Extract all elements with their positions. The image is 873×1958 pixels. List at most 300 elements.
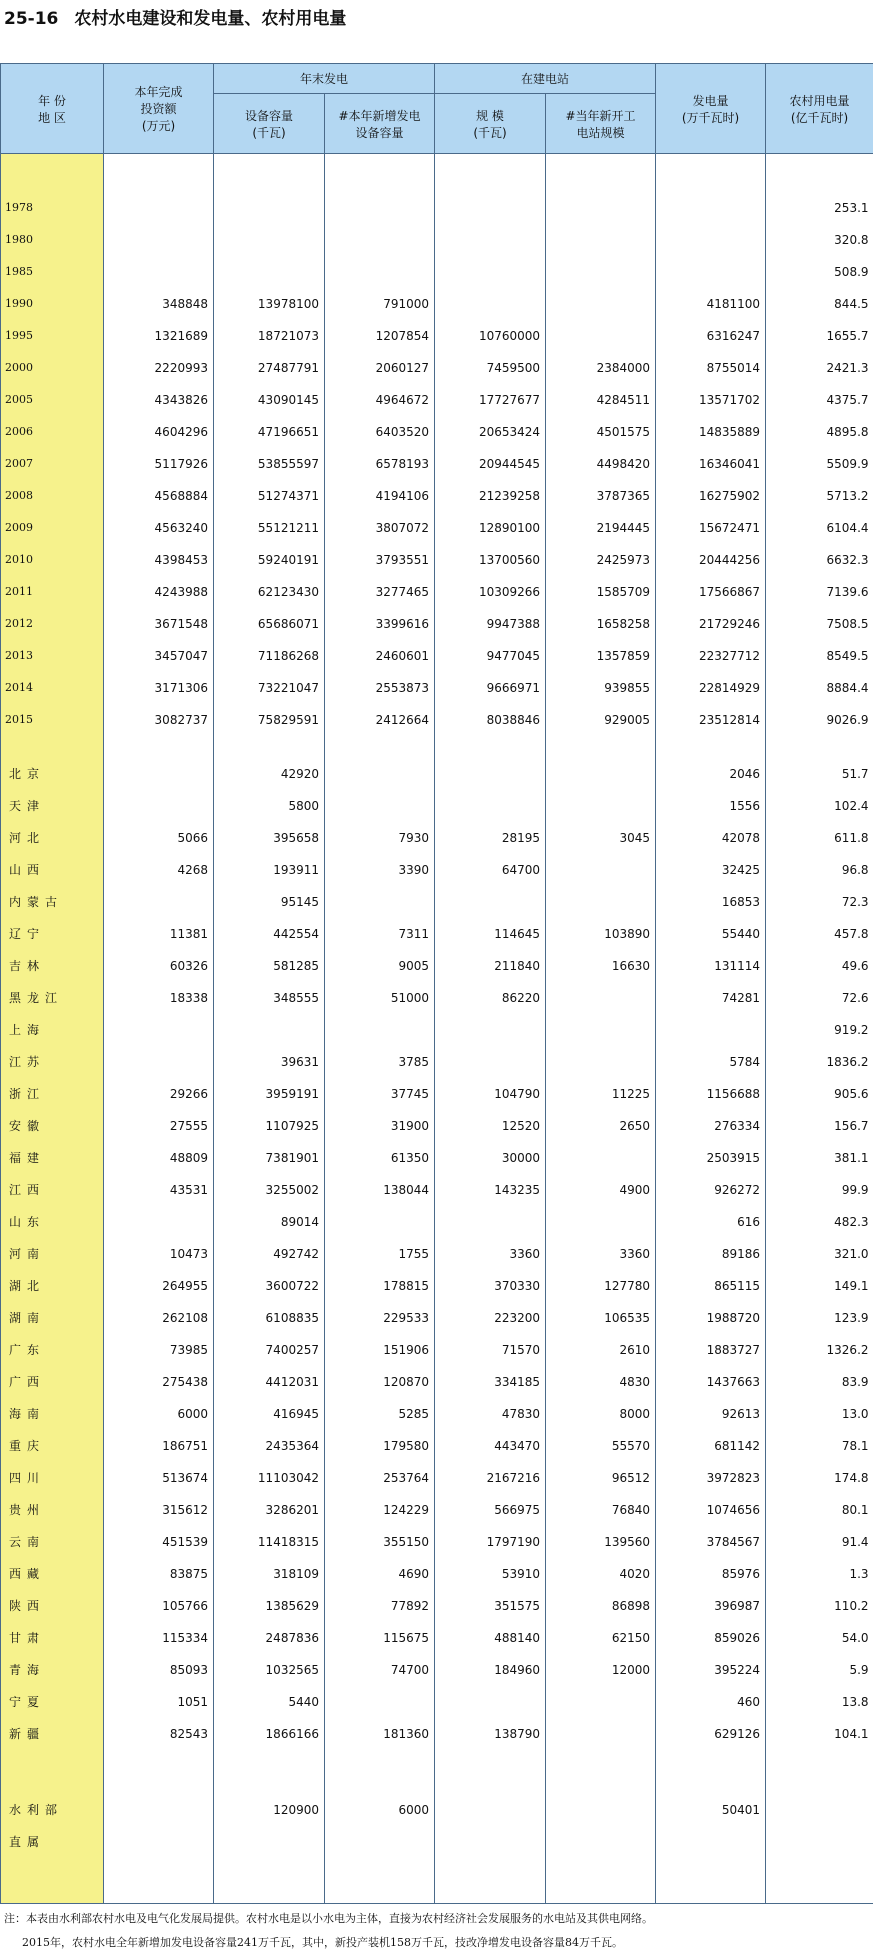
table-cell: 82543 [104,1718,214,1750]
table-cell: 8000 [546,1398,656,1430]
region-row [1,950,873,982]
table-cell [325,1686,435,1718]
table-cell: 96.8 [841,863,869,877]
table-cell: 12000 [546,1654,656,1686]
year-row [1,448,873,480]
table-cell: 95145 [214,886,325,918]
table-cell: 74700 [325,1654,435,1686]
table-cell: 65686071 [214,608,325,640]
table-cell: 1385629 [214,1590,325,1622]
table-cell: 844.5 [834,297,869,311]
table-cell: 50401 [656,1794,766,1826]
table-cell [546,1718,656,1750]
table-cell: 3959191 [214,1078,325,1110]
table-cell: 80.1 [841,1503,869,1517]
row-label: 2009 [1,512,104,544]
table-cell: 3360 [546,1238,656,1270]
table-cell: 27555 [104,1110,214,1142]
row-label: 2015 [1,704,104,736]
table-cell [214,1014,325,1046]
table-cell: 1866166 [214,1718,325,1750]
table-cell [325,790,435,822]
region-row [1,1398,873,1430]
region-row [1,1558,873,1590]
row-label: 1990 [1,288,104,320]
table-cell: 39631 [214,1046,325,1078]
region-row [1,1142,873,1174]
row-label: 江西 [1,1174,104,1206]
table-cell: 229533 [325,1302,435,1334]
table-cell: 3045 [546,822,656,854]
table-cell [104,1206,214,1238]
table-cell: 2425973 [546,544,656,576]
table-cell: 276334 [656,1110,766,1142]
table-cell [546,224,656,256]
table-cell: 105766 [104,1590,214,1622]
year-row [1,512,873,544]
table-cell: 681142 [656,1430,766,1462]
table-cell: 1107925 [214,1110,325,1142]
table-cell: 156.7 [834,1119,869,1133]
table-cell: 13571702 [656,384,766,416]
table-cell: 2421.3 [826,361,869,375]
table-cell [104,1014,214,1046]
table-cell: 96512 [546,1462,656,1494]
table-cell: 442554 [214,918,325,950]
table-cell: 85093 [104,1654,214,1686]
table-cell [435,192,546,224]
table-cell: 64700 [435,854,546,886]
table-cell: 193911 [214,854,325,886]
table-cell: 919.2 [834,1023,869,1037]
table-cell: 179580 [325,1430,435,1462]
table-cell: 149.1 [834,1279,869,1293]
table-cell: 16630 [546,950,656,982]
table-cell [325,1206,435,1238]
table-cell: 83875 [104,1558,214,1590]
region-row [1,822,873,854]
row-label: 2007 [1,448,104,480]
table-cell: 2384000 [546,352,656,384]
table-cell: 31900 [325,1110,435,1142]
table-cell: 3784567 [656,1526,766,1558]
table-cell: 1321689 [104,320,214,352]
table-cell: 320.8 [834,233,869,247]
table-cell: 83.9 [841,1375,869,1389]
table-cell [435,790,546,822]
table-cell: 11103042 [214,1462,325,1494]
row-label: 甘肃 [1,1622,104,1654]
table-cell: 18338 [104,982,214,1014]
table-cell: 60326 [104,950,214,982]
table-cell: 4900 [546,1174,656,1206]
table-cell: 77892 [325,1590,435,1622]
table-cell: 1357859 [546,640,656,672]
year-row [1,672,873,704]
table-cell: 13978100 [214,288,325,320]
table-cell: 611.8 [834,831,869,845]
table-cell: 6104.4 [826,521,869,535]
table-cell: 905.6 [834,1087,869,1101]
row-label: 陕西 [1,1590,104,1622]
table-cell [435,1206,546,1238]
table-cell: 23512814 [656,704,766,736]
table-cell: 2194445 [546,512,656,544]
row-label: 2006 [1,416,104,448]
table-cell [435,1014,546,1046]
table-cell: 20444256 [656,544,766,576]
table-cell: 47196651 [214,416,325,448]
table-cell: 29266 [104,1078,214,1110]
table-cell: 3793551 [325,544,435,576]
table-cell: 55121211 [214,512,325,544]
table-cell [325,256,435,288]
row-label: 西藏 [1,1558,104,1590]
table-cell: 54.0 [841,1631,869,1645]
year-row [1,288,873,320]
row-label: 1995 [1,320,104,352]
table-cell [546,192,656,224]
table-cell: 1556 [656,790,766,822]
table-cell: 131114 [656,950,766,982]
table-cell: 6316247 [656,320,766,352]
table-cell [546,320,656,352]
region-row [1,1462,873,1494]
table-cell: 51274371 [214,480,325,512]
table-cell: 12520 [435,1110,546,1142]
row-label: 海南 [1,1398,104,1430]
table-cell [325,224,435,256]
table-cell: 1032565 [214,1654,325,1686]
table-cell: 55440 [656,918,766,950]
table-cell [435,886,546,918]
table-cell [214,224,325,256]
table-cell: 859026 [656,1622,766,1654]
table-cell: 78.1 [841,1439,869,1453]
table-cell: 5285 [325,1398,435,1430]
table-cell: 1326.2 [826,1343,869,1357]
year-row [1,352,873,384]
table-cell: 791000 [325,288,435,320]
row-label: 福建 [1,1142,104,1174]
table-cell: 381.1 [834,1151,869,1165]
table-cell: 62150 [546,1622,656,1654]
table-cell: 184960 [435,1654,546,1686]
table-cell: 86220 [435,982,546,1014]
table-cell: 3600722 [214,1270,325,1302]
year-row [1,320,873,352]
table-cell: 482.3 [834,1215,869,1229]
table-cell: 1836.2 [826,1055,869,1069]
row-label: 1978 [1,192,104,224]
table-cell: 138790 [435,1718,546,1750]
year-row [1,704,873,736]
table-cell: 264955 [104,1270,214,1302]
table-cell: 3255002 [214,1174,325,1206]
table-cell: 151906 [325,1334,435,1366]
table-cell: 1883727 [656,1334,766,1366]
header-generation: 发电量 (万千瓦时) [656,64,766,154]
table-cell: 4398453 [104,544,214,576]
table-cell: 9477045 [435,640,546,672]
row-label: 吉林 [1,950,104,982]
table-cell [546,1826,656,1858]
table-cell [104,256,214,288]
table-cell: 348848 [104,288,214,320]
table-cell: 566975 [435,1494,546,1526]
table-cell: 4284511 [546,384,656,416]
table-cell: 6108835 [214,1302,325,1334]
table-cell [325,886,435,918]
table-cell: 61350 [325,1142,435,1174]
region-row [1,1590,873,1622]
header-construction-group: 在建电站 [435,64,656,94]
region-row [1,982,873,1014]
table-cell: 12890100 [435,512,546,544]
table-cell: 72.3 [841,895,869,909]
table-cell: 14835889 [656,416,766,448]
table-cell: 49.6 [841,959,869,973]
row-label: 山西 [1,854,104,886]
table-cell: 4343826 [104,384,214,416]
table-cell: 4020 [546,1558,656,1590]
table-cell: 59240191 [214,544,325,576]
table-cell: 127780 [546,1270,656,1302]
region-row [1,1430,873,1462]
year-row [1,192,873,224]
table-cell: 616 [656,1206,766,1238]
table-cell [325,758,435,790]
table-cell: 2503915 [656,1142,766,1174]
table-cell: 321.0 [834,1247,869,1261]
table-cell: 4498420 [546,448,656,480]
table-cell [104,192,214,224]
header-capacity: 设备容量 (千瓦) [214,94,325,154]
table-cell: 5784 [656,1046,766,1078]
table-cell: 7459500 [435,352,546,384]
table-cell: 55570 [546,1430,656,1462]
table-cell [656,1826,766,1858]
table-cell: 37745 [325,1078,435,1110]
table-cell [546,256,656,288]
table-cell: 71570 [435,1334,546,1366]
table-cell: 3457047 [104,640,214,672]
table-cell: 186751 [104,1430,214,1462]
table-cell [546,1206,656,1238]
row-label: 黑龙江 [1,982,104,1014]
table-cell: 106535 [546,1302,656,1334]
table-cell: 7311 [325,918,435,950]
table-cell: 1074656 [656,1494,766,1526]
region-row [1,1494,873,1526]
table-cell: 513674 [104,1462,214,1494]
year-row [1,576,873,608]
table-cell: 13.0 [841,1407,869,1421]
row-label: 湖北 [1,1270,104,1302]
table-cell: 457.8 [834,927,869,941]
row-label: 新疆 [1,1718,104,1750]
table-cell [435,224,546,256]
table-cell: 1.3 [849,1567,869,1581]
table-cell [435,1686,546,1718]
table-cell: 3082737 [104,704,214,736]
table-cell: 99.9 [841,1183,869,1197]
table-cell: 395224 [656,1654,766,1686]
table-cell: 5.9 [849,1663,869,1677]
region-row [1,1014,873,1046]
table-cell: 416945 [214,1398,325,1430]
table-cell: 9666971 [435,672,546,704]
spacer-row [1,154,873,193]
table-cell: 174.8 [834,1471,869,1485]
table-cell: 114645 [435,918,546,950]
table-cell: 3399616 [325,608,435,640]
table-cell: 4243988 [104,576,214,608]
table-cell [435,288,546,320]
table-cell: 3277465 [325,576,435,608]
table-cell: 4375.7 [826,393,869,407]
table-cell [546,1686,656,1718]
row-label: 江苏 [1,1046,104,1078]
table-cell: 89014 [214,1206,325,1238]
table-cell: 11418315 [214,1526,325,1558]
table-cell: 103890 [546,918,656,950]
table-cell: 16346041 [656,448,766,480]
row-label: 天津 [1,790,104,822]
table-cell: 581285 [214,950,325,982]
table-cell: 253.1 [834,201,869,215]
table-cell [325,1014,435,1046]
table-cell: 2460601 [325,640,435,672]
table-cell: 4895.8 [826,425,869,439]
row-label: 北京 [1,758,104,790]
table-cell: 42078 [656,822,766,854]
region-row [1,1334,873,1366]
table-cell: 4690 [325,1558,435,1590]
table-cell: 102.4 [834,799,869,813]
table-cell: 47830 [435,1398,546,1430]
region-row [1,1654,873,1686]
table-cell [546,1014,656,1046]
table-cell: 396987 [656,1590,766,1622]
table-cell [546,790,656,822]
table-cell: 926272 [656,1174,766,1206]
table-cell: 9947388 [435,608,546,640]
table-cell: 6000 [325,1794,435,1826]
table-cell: 6403520 [325,416,435,448]
row-label: 上海 [1,1014,104,1046]
row-label: 1985 [1,256,104,288]
table-cell [435,1794,546,1826]
table-cell: 4568884 [104,480,214,512]
table-cell: 508.9 [834,265,869,279]
header-new-capacity: #本年新增发电 设备容量 [325,94,435,154]
table-cell: 27487791 [214,352,325,384]
table-cell: 5066 [104,822,214,854]
table-cell: 1988720 [656,1302,766,1334]
table-cell: 104.1 [834,1727,869,1741]
row-label: 宁夏 [1,1686,104,1718]
row-label: 青海 [1,1654,104,1686]
table-cell: 120900 [214,1794,325,1826]
table-cell: 85976 [656,1558,766,1590]
table-cell: 395658 [214,822,325,854]
table-cell: 71186268 [214,640,325,672]
table-cell [546,1794,656,1826]
region-row [1,1046,873,1078]
table-cell: 2553873 [325,672,435,704]
table-cell: 10473 [104,1238,214,1270]
table-cell: 6578193 [325,448,435,480]
table-cell: 53910 [435,1558,546,1590]
table-cell [656,256,766,288]
table-cell: 86898 [546,1590,656,1622]
table-cell: 253764 [325,1462,435,1494]
table-cell: 629126 [656,1718,766,1750]
table-cell: 11381 [104,918,214,950]
table-cell: 20653424 [435,416,546,448]
table-cell [214,256,325,288]
table-cell: 76840 [546,1494,656,1526]
table-cell: 75829591 [214,704,325,736]
row-label: 2012 [1,608,104,640]
region-row [1,1622,873,1654]
table-cell: 2487836 [214,1622,325,1654]
table-cell: 74281 [656,982,766,1014]
table-cell: 22814929 [656,672,766,704]
region-row [1,790,873,822]
table-cell: 1207854 [325,320,435,352]
row-label: 河南 [1,1238,104,1270]
table-cell: 1051 [104,1686,214,1718]
table-cell [656,192,766,224]
table-cell: 2220993 [104,352,214,384]
row-label: 云南 [1,1526,104,1558]
table-cell: 2167216 [435,1462,546,1494]
table-cell: 30000 [435,1142,546,1174]
table-cell [435,758,546,790]
row-label: 重庆 [1,1430,104,1462]
table-cell: 48809 [104,1142,214,1174]
table-cell [104,1794,214,1826]
table-cell: 1658258 [546,608,656,640]
table-cell: 348555 [214,982,325,1014]
table-cell: 2435364 [214,1430,325,1462]
table-cell: 3360 [435,1238,546,1270]
row-label: 安徽 [1,1110,104,1142]
region-row [1,1718,873,1750]
table-cell: 2060127 [325,352,435,384]
table-cell: 4181100 [656,288,766,320]
table-cell: 2046 [656,758,766,790]
region-row [1,854,873,886]
table-cell: 9026.9 [826,713,869,727]
table-cell: 318109 [214,1558,325,1590]
row-label: 四川 [1,1462,104,1494]
table-cell: 1755 [325,1238,435,1270]
table-cell: 3390 [325,854,435,886]
year-row [1,256,873,288]
table-cell [325,192,435,224]
table-cell: 3972823 [656,1462,766,1494]
table-cell: 8549.5 [826,649,869,663]
row-label: 2014 [1,672,104,704]
table-cell: 5117926 [104,448,214,480]
table-cell: 17566867 [656,576,766,608]
table-cell: 2650 [546,1110,656,1142]
table-cell: 2412664 [325,704,435,736]
table-cell: 16853 [656,886,766,918]
